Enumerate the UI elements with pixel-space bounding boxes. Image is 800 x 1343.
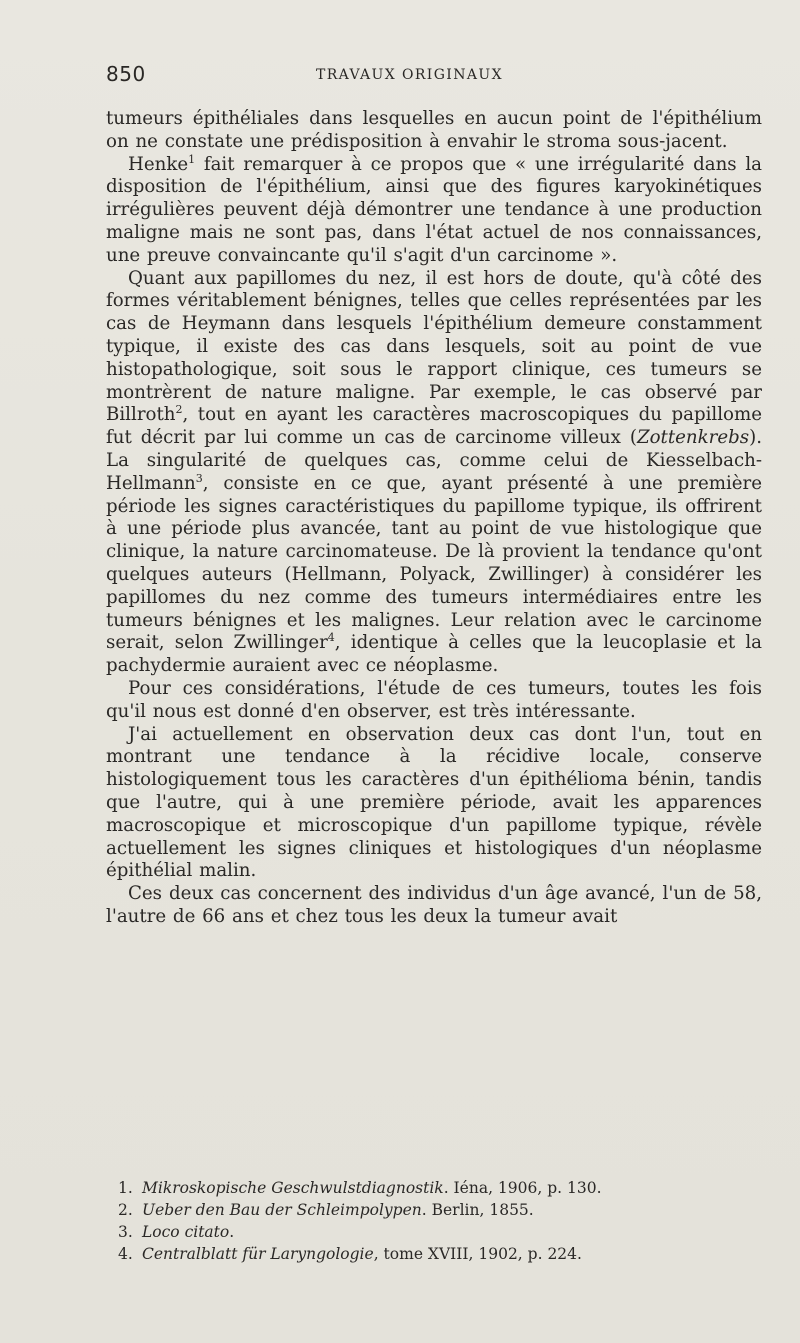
text-run: fait remarquer à ce propos que « une irrégularité dans la disposition de l'épithélium, ainsi que des figures karyokinétiques irrégulières peuvent déjà démontrer une tendance à une production maligne mais ne sont pas, dans l'état actuel de nos connaissances, une preuve convaincante qu'il s'agit d'un carcinome ». [106,153,762,266]
page-number: 850 [106,62,146,86]
text-run: , tout en ayant les caractères macroscopiques du papillome fut décrit par lui comme un cas de carcinome villeux ( [106,404,762,449]
text-run: Quant aux papillomes du nez, il est hors de doute, qu'à côté des formes véritablement bénignes, telles que celles représentées par les cas de Heymann dans lesquels l'épithélium demeure constamment typique, il existe des cas dans lesquels, soit au point de vue histopathologique, soit sous le rapport clinique, ces tumeurs se montrèrent de nature maligne. Par exemple, le cas observé par Billroth [106,267,762,426]
footnotes [118,1177,758,1265]
paragraph-3 [106,268,762,678]
footnote-title: Mikroskopische Geschwulstdiagnostik [142,1179,444,1197]
footnote-rest: . Berlin, 1855. [421,1201,534,1219]
footnote-4 [118,1243,758,1265]
footnote-1 [118,1177,758,1199]
footnote-number: 3. [118,1223,133,1241]
text-run: , identique à celles que la leucoplasie et la pachydermie auraient avec ce néoplasme. [106,632,762,677]
footnote-title: Centralblatt für Laryngologie [142,1245,374,1263]
footnote-3 [118,1221,758,1243]
paragraph-6: Ces deux cas concernent des individus d'un âge avancé, l'un de 58, l'autre de 66 ans et chez tous les deux la tumeur avait [106,883,762,927]
text-run: ). La singularité de quelques cas, comme celui de Kiesselbach-Hellmann [106,427,762,494]
text-run: , consiste en ce que, ayant présenté à une première période les signes caractéristiques du papillome typique, ils offrirent à une période plus avancée, tant au point de vue histologique que clinique, la nature carcinomateuse. De là provient la tendance qu'ont quelques auteurs (Hellmann, Polyack, Zwillinger) à considérer les papillomes du nez comme des tumeurs intermédiaires entre les tumeurs bénignes et les malignes. Leur relation avec le carcinome serait, selon Zwillinger [106,472,762,654]
footnote-ref-1: 1 [188,152,196,166]
footnote-title: Ueber den Bau der Schleimpolypen [142,1201,422,1219]
footnote-title: Loco citato [142,1223,230,1241]
paragraph-2 [106,154,762,268]
italic-term: Zottenkrebs [636,427,750,449]
footnote-number: 1. [118,1179,133,1197]
paragraph-5: J'ai actuellement en observation deux cas dont l'un, tout en montrant une tendance à la récidive locale, conserve histologiquement tous les caractères d'un épithélioma bénin, tandis que l'autre, qui à une première période, avait les apparences macroscopique et microscopique d'un papillome typique, révèle actuellement les signes cliniques et histologiques d'un néoplasme épithélial malin. [106,723,762,882]
footnote-ref-2: 2 [175,403,183,417]
page-header [106,62,762,90]
footnote-2 [118,1199,758,1221]
footnote-number: 4. [118,1245,133,1263]
paragraph-4: Pour ces considérations, l'étude de ces tumeurs, toutes les fois qu'il nous est donné d'en observer, est très intéressante. [106,677,762,722]
footnote-ref-4: 4 [327,631,335,645]
footnote-rest: , tome XVIII, 1902, p. 224. [373,1245,582,1263]
paragraph-1: tumeurs épithéliales dans lesquelles en aucun point de l'épithélium on ne constate une prédisposition à envahir le stroma sous-jacent. [106,108,762,152]
footnote-rest: . [229,1223,235,1241]
footnote-rest: . Iéna, 1906, p. 130. [443,1179,602,1197]
text-run: Henke [128,153,189,175]
footnote-ref-3: 3 [195,471,203,485]
running-title: TRAVAUX ORIGINAUX [316,67,503,83]
main-text [106,108,762,929]
footnote-number: 2. [118,1201,133,1219]
